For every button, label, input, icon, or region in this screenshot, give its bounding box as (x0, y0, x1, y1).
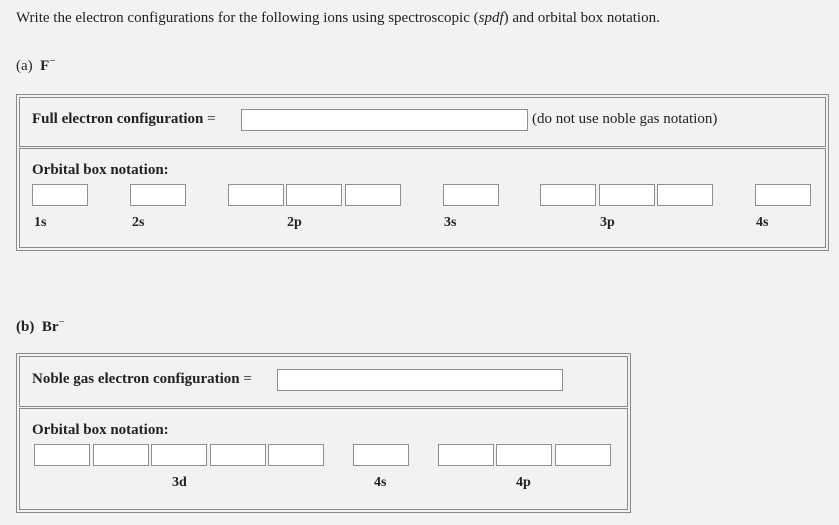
orbital-box-4p-2[interactable] (496, 444, 552, 466)
orbital-box-3d-4[interactable] (210, 444, 266, 466)
orbital-box-4s[interactable] (755, 184, 811, 206)
part-b-config-input[interactable] (277, 369, 563, 391)
orbital-label-2s: 2s (132, 215, 145, 230)
orbital-box-3d-1[interactable] (34, 444, 90, 466)
orbital-box-4p-3[interactable] (555, 444, 611, 466)
part-b-config-label: Noble gas electron configuration = (32, 371, 252, 387)
orbital-box-4p-1[interactable] (438, 444, 494, 466)
orbital-box-1s[interactable] (32, 184, 88, 206)
orbital-label-3d: 3d (172, 475, 187, 490)
orbital-box-2p-2[interactable] (286, 184, 342, 206)
part-b-heading: (b) Br− (16, 316, 65, 335)
orbital-label-1s: 1s (34, 215, 47, 230)
orbital-box-2p-1[interactable] (228, 184, 284, 206)
orbital-box-3p-1[interactable] (540, 184, 596, 206)
orbital-box-3p-2[interactable] (599, 184, 655, 206)
orbital-label-3s: 3s (444, 215, 457, 230)
orbital-box-3p-3[interactable] (657, 184, 713, 206)
orbital-box-3d-5[interactable] (268, 444, 324, 466)
instructions: Write the electron configurations for the following ions using spectroscopic (spdf) and orbital box notation. (16, 10, 660, 26)
part-a-hint: (do not use noble gas notation) (532, 111, 718, 127)
orbital-box-3d-2[interactable] (93, 444, 149, 466)
orbital-label-2p: 2p (287, 215, 302, 230)
orbital-box-4s-b[interactable] (353, 444, 409, 466)
orbital-box-2p-3[interactable] (345, 184, 401, 206)
part-a-config-label: Full electron configuration = (32, 111, 216, 127)
orbital-label-4p: 4p (516, 475, 531, 490)
orbital-box-2s[interactable] (130, 184, 186, 206)
part-a-heading: (a) F− (16, 55, 56, 74)
part-a-orbital-label: Orbital box notation: (32, 162, 169, 178)
orbital-label-4s: 4s (756, 215, 769, 230)
orbital-box-3d-3[interactable] (151, 444, 207, 466)
orbital-box-3s[interactable] (443, 184, 499, 206)
orbital-label-4s-b: 4s (374, 475, 387, 490)
part-b-orbital-label: Orbital box notation: (32, 422, 169, 438)
part-a-config-input[interactable] (241, 109, 528, 131)
orbital-label-3p: 3p (600, 215, 615, 230)
